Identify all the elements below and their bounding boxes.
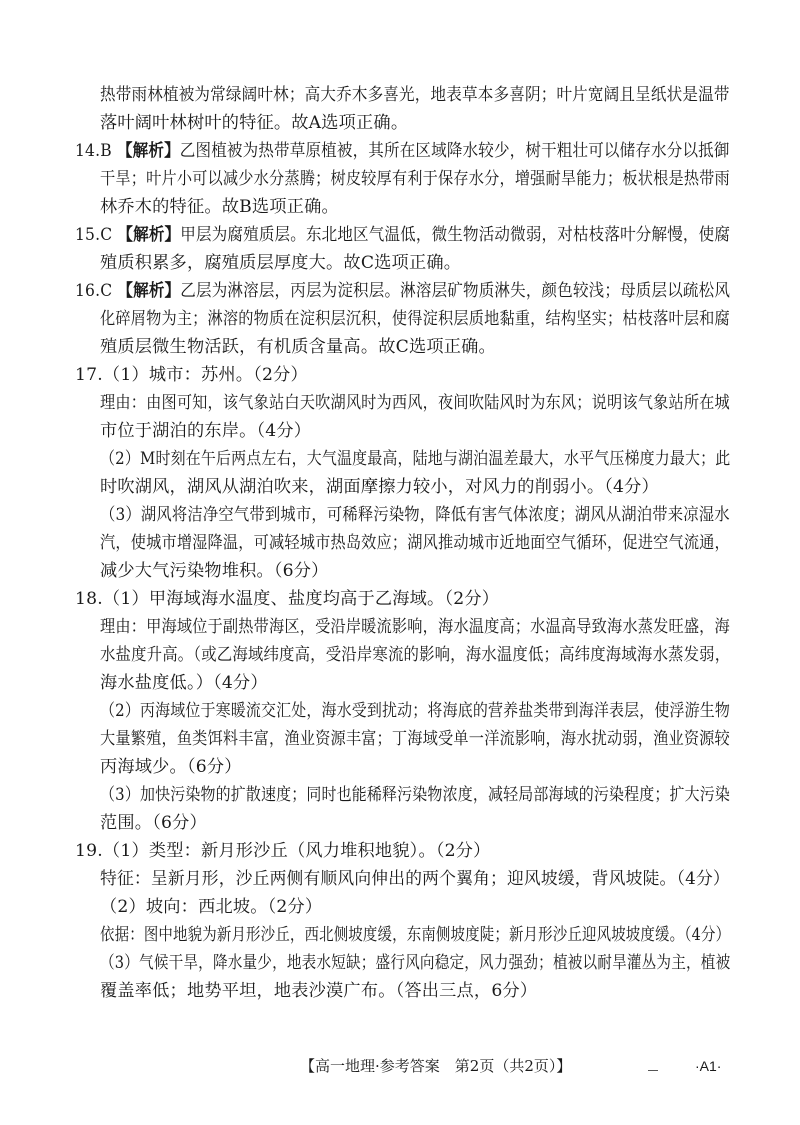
analysis-tag: 【解析】 — [117, 225, 181, 245]
text-line: 大量繁殖，鱼类饵料丰富，渔业资源丰富；丁海域受单一洋流影响，海水扰动弱，渔业资源较 — [100, 729, 730, 749]
text-line: 特征：呈新月形，沙丘两侧有顺风向伸出的两个翼角；迎风坡缓，背风坡陡。（4分） — [100, 869, 730, 889]
text-line: 乙图植被为热带草原植被，其所在区域降水较少，树干粗壮可以储存水分以抵御 — [179, 141, 730, 161]
analysis-tag: 【解析】 — [117, 281, 181, 301]
answer-16 — [75, 280, 730, 302]
text-line: 市位于湖泊的东岸。（4分） — [100, 421, 312, 441]
page-footer: 【高一地理·参考答案 第2页（共2页）】 — [300, 1057, 572, 1075]
paper-code: ·A1· — [695, 1058, 722, 1074]
question-number: 16.C — [75, 281, 113, 301]
text-line: 殖质层微生物活跃，有机质含量高。故C选项正确。 — [100, 337, 496, 357]
answer-18-3: （3）加快污染物的扩散速度；同时也能稀释污染物浓度，减轻局部海域的污染程度；扩大污染 — [100, 785, 731, 805]
text-line: 范围。（6分） — [100, 813, 207, 833]
answer-18-1: 18.（1）甲海域海水温度、盐度均高于乙海域。（2分） — [75, 589, 500, 609]
analysis-tag: 【解析】 — [116, 141, 180, 161]
answer-18-2: （2）丙海域位于寒暖流交汇处，海水受到扰动；将海底的营养盐类带到海洋表层，使浮游生物 — [100, 701, 731, 721]
question-number: 14.B — [75, 141, 112, 161]
footer-mark — [648, 1070, 658, 1071]
answer-14 — [75, 140, 730, 162]
text-line: 理由：由图可知，该气象站白天吹湖风时为西风，夜间吹陆风时为东风；说明该气象站所在城 — [100, 393, 730, 413]
answer-17-1: 17.（1）城市：苏州。（2分） — [75, 365, 308, 385]
text-line: 丙海域少。（6分） — [100, 757, 242, 777]
text-line: 理由：甲海域位于副热带海区，受沿岸暖流影响，海水温度高；水温高导致海水蒸发旺盛，海 — [100, 617, 730, 637]
text-line: 海水盐度低。）（4分） — [100, 673, 268, 693]
answer-15 — [75, 224, 730, 246]
text-line: 林乔木的特征。故B选项正确。 — [100, 197, 339, 217]
answer-19-1: 19.（1）类型：新月形沙丘（风力堆积地貌）。（2分） — [75, 841, 491, 861]
text-line: 化碎屑物为主；淋溶的物质在淀积层沉积，使得淀积层质地黏重，结构坚实；枯枝落叶层和腐 — [100, 309, 730, 329]
text-line: 依据：图中地貌为新月形沙丘，西北侧坡度缓，东南侧坡度陡；新月形沙丘迎风坡坡度缓。（4分） — [100, 925, 731, 945]
text-line: 殖质积累多，腐殖质层厚度大。故C选项正确。 — [100, 253, 462, 273]
text-line: 水盐度升高。（或乙海域纬度高，受沿岸寒流的影响，海水温度低；高纬度海域海水蒸发弱， — [100, 645, 731, 665]
answer-19-3: （3）气候干旱，降水量少，地表水短缺；盛行风向稳定，风力强劲；植被以耐旱灌丛为主，植被 — [100, 953, 731, 973]
question-number: 15.C — [75, 225, 113, 245]
text-line: 时吹湖风，湖风从湖泊吹来，湖面摩擦力较小，对风力的削弱小。（4分） — [100, 477, 659, 497]
answer-19-2: （2）坡向：西北坡。（2分） — [100, 897, 323, 917]
answer-17-2: （2）M时刻在午后两点左右，大气温度最高，陆地与湖泊温差最大，水平气压梯度力最大；此 — [100, 449, 731, 469]
text-line: 落叶阔叶林树叶的特征。故A选项正确。 — [100, 113, 409, 133]
answer-17-3: （3）湖风将洁净空气带到城市，可稀释污染物，降低有害气体浓度；湖风从湖泊带来凉湿水 — [100, 505, 730, 525]
text-line: 覆盖率低；地势平坦，地表沙漠广布。（答出三点，6分） — [100, 981, 538, 1001]
text-line: 热带雨林植被为常绿阔叶林；高大乔木多喜光，地表草本多喜阴；叶片宽阔且呈纸状是温带 — [100, 85, 730, 105]
text-line: 乙层为淋溶层，丙层为淀积层。淋溶层矿物质淋失，颜色较浅；母质层以疏松风 — [180, 281, 731, 301]
text-line: 减少大气污染物堆积。（6分） — [100, 561, 329, 581]
text-line: 甲层为腐殖质层。东北地区气温低，微生物活动微弱，对枯枝落叶分解慢，使腐 — [180, 225, 731, 245]
text-line: 汽，使城市增湿降温，可减轻城市热岛效应；湖风推动城市近地面空气循环，促进空气流通， — [100, 533, 730, 553]
text-line: 干旱；叶片小可以减少水分蒸腾；树皮较厚有利于保存水分，增强耐旱能力；板状根是热带雨 — [100, 169, 730, 189]
